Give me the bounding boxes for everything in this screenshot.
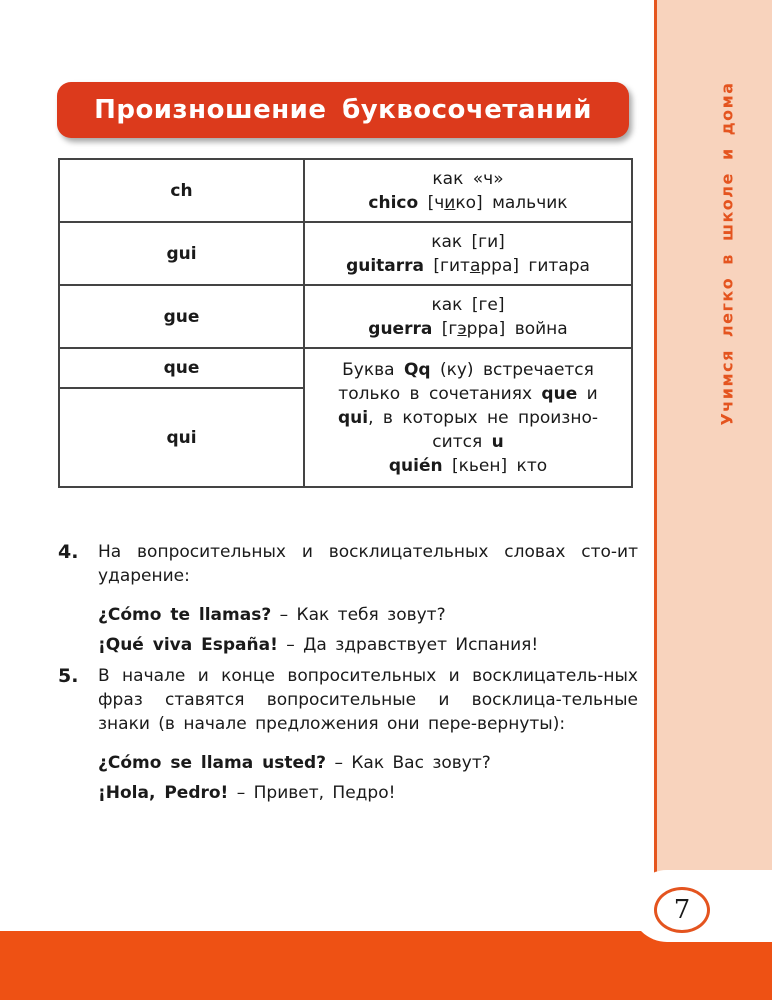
- pronunciation-table: [58, 158, 633, 488]
- item-4: 4. На вопросительных и восклицательных словах сто-ит ударение: ¿Cómo te llamas? – Как тебя зовут? ¡Qué viva España! – Да здравствует Испания!: [58, 540, 638, 660]
- bottom-band: [0, 931, 772, 1000]
- table-cell-gue: gue: [163, 306, 200, 327]
- item-5-examples: ¿Cómo se llama usted? – Как Вас зовут? ¡Hola, Pedro! – Привет, Педро!: [98, 753, 491, 803]
- table-cell-gue-desc: как [ге] guerra [гэрра] война: [368, 294, 568, 339]
- item-5-text: В начале и конце вопросительных и восклицатель-ных фраз ставятся вопросительные и восклица-тельные знаки (в начале предложения они пере-вернуты):: [98, 666, 638, 734]
- table-cell-ch-desc: как «ч» chico [чико] мальчик: [368, 168, 568, 213]
- table-cell-q-desc: Буква Qq (ку) встречается только в сочетаниях que и qui, в которых не произно- сится u quién [кьен] кто: [337, 359, 598, 476]
- page-number: 7: [654, 887, 710, 933]
- item-4-text: На вопросительных и восклицательных словах сто-ит ударение:: [98, 542, 638, 586]
- side-caption: Учимся легко в школе и дома: [717, 80, 737, 426]
- table-cell-gui: gui: [166, 243, 197, 264]
- table-cell-gui-desc: как [ги] guitarra [гитарра] гитара: [346, 231, 590, 276]
- item-5: 5. В начале и конце вопросительных и восклицатель-ных фраз ставятся вопросительные и восклица-тельные знаки (в начале предложения они пере-вернуты): ¿Cómo se llama usted? – Как Вас зовут? ¡Hola, Pedro! – Привет, Педро!: [58, 664, 638, 808]
- table-cell-que: que: [163, 358, 200, 378]
- page-title: Произношение буквосочетаний: [57, 82, 629, 138]
- table-cell-ch: ch: [170, 180, 193, 201]
- item-4-examples: ¿Cómo te llamas? – Как тебя зовут? ¡Qué viva España! – Да здравствует Испания!: [98, 605, 539, 655]
- table-cell-qui: qui: [166, 427, 197, 448]
